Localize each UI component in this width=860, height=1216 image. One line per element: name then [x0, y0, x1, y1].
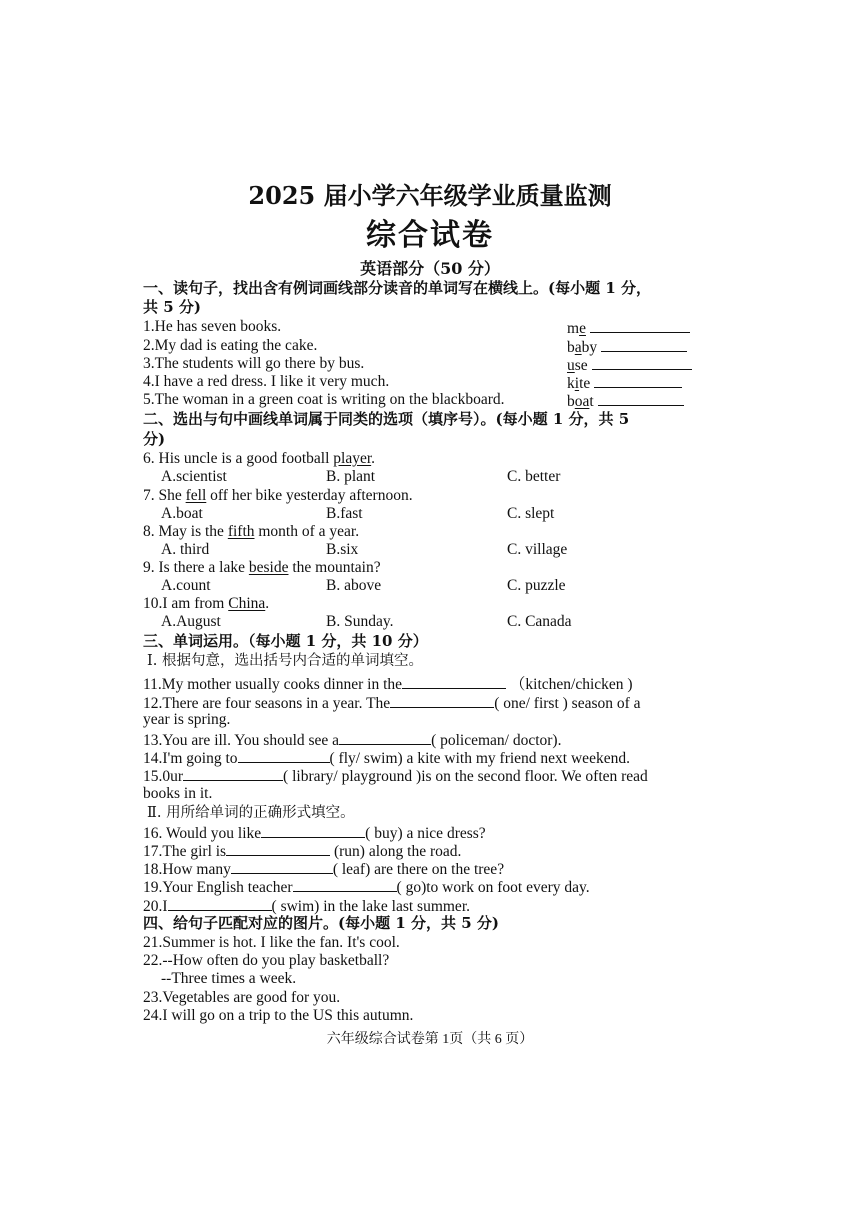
- q2-example-word: baby: [567, 337, 687, 357]
- q14-blank[interactable]: [238, 748, 330, 763]
- q3-example-word: use: [567, 355, 692, 375]
- q8-option-a[interactable]: A. third: [161, 541, 210, 558]
- q11: 11.My mother usually cooks dinner in the （kitchen/chicken ): [143, 676, 633, 693]
- q9-option-a[interactable]: A.count: [161, 577, 211, 594]
- q6-sentence: 6. His uncle is a good football player.: [143, 450, 376, 467]
- q3-answer-blank[interactable]: [592, 355, 692, 370]
- q3-sentence: 3.The students will go there by bus.: [143, 355, 365, 372]
- q23: 23.Vegetables are good for you.: [143, 989, 341, 1006]
- q9-sentence: 9. Is there a lake beside the mountain?: [143, 559, 381, 576]
- q9-option-b[interactable]: B. above: [326, 577, 382, 594]
- q14: 14.I'm going to ( fly/ swim) a kite with my friend next weekend.: [143, 750, 630, 767]
- q7-option-a[interactable]: A.boat: [161, 505, 203, 522]
- q22: 22.--How often do you play basketball?: [143, 952, 390, 969]
- q10-sentence: 10.I am from China.: [143, 595, 270, 612]
- q24: 24.I will go on a trip to the US this autumn.: [143, 1007, 414, 1024]
- q4-example-word: kite: [567, 373, 682, 393]
- q7-option-c[interactable]: C. slept: [507, 505, 555, 522]
- q5-sentence: 5.The woman in a green coat is writing on the blackboard.: [143, 391, 505, 408]
- q20-blank[interactable]: [168, 896, 272, 911]
- q17: 17.The girl is (run) along the road.: [143, 843, 462, 860]
- q2-sentence: 2.My dad is eating the cake.: [143, 337, 318, 354]
- q19-blank[interactable]: [293, 877, 397, 892]
- q15-blank[interactable]: [183, 766, 283, 781]
- q20: 20.I ( swim) in the lake last summer.: [143, 898, 470, 915]
- q8-sentence: 8. May is the fifth month of a year.: [143, 523, 360, 540]
- section1-heading-cont: 共 5 分): [143, 298, 201, 316]
- q11-blank[interactable]: [402, 674, 506, 689]
- section3-part2-instruction: Ⅱ. 用所给单词的正确形式填空。: [147, 805, 355, 821]
- q6-option-a[interactable]: A.scientist: [161, 468, 227, 485]
- q18: 18.How many ( leaf) are there on the tree?: [143, 861, 505, 878]
- q2-answer-blank[interactable]: [601, 337, 687, 352]
- q15-cont: books in it.: [143, 785, 213, 802]
- paper-title: 综合试卷: [366, 218, 494, 253]
- q17-blank[interactable]: [226, 841, 330, 856]
- q10-option-c[interactable]: C. Canada: [507, 613, 572, 630]
- english-part-title: 英语部分（50 分）: [360, 259, 500, 278]
- q8-option-b[interactable]: B.six: [326, 541, 359, 558]
- q12: 12.There are four seasons in a year. The ( one/ first ) season of a: [143, 695, 641, 712]
- q19: 19.Your English teacher ( go)to work on foot every day.: [143, 879, 590, 896]
- q15: 15.0ur ( library/ playground )is on the second floor. We often read: [143, 768, 648, 785]
- q10-option-a[interactable]: A.August: [161, 613, 221, 630]
- q6-option-c[interactable]: C. better: [507, 468, 561, 485]
- q18-blank[interactable]: [231, 859, 333, 874]
- q6-option-b[interactable]: B. plant: [326, 468, 376, 485]
- q1-answer-blank[interactable]: [590, 318, 690, 333]
- q16-blank[interactable]: [261, 823, 365, 838]
- q22-answer: --Three times a week.: [161, 970, 297, 987]
- q4-answer-blank[interactable]: [594, 373, 682, 388]
- q5-example-word: boat: [567, 391, 684, 411]
- q7-option-b[interactable]: B.fast: [326, 505, 363, 522]
- q13-blank[interactable]: [339, 730, 431, 745]
- section3-heading: 三、单词运用。（每小题 1 分，共 10 分）: [143, 632, 428, 650]
- q7-sentence: 7. She fell off her bike yesterday afternoon.: [143, 487, 413, 504]
- exam-title: 2025 届小学六年级学业质量监测: [248, 181, 612, 210]
- q12-blank[interactable]: [390, 693, 494, 708]
- q10-option-b[interactable]: B. Sunday.: [326, 613, 394, 630]
- q16: 16. Would you like ( buy) a nice dress?: [143, 825, 486, 842]
- q9-option-c[interactable]: C. puzzle: [507, 577, 566, 594]
- section3-part1-instruction: Ⅰ. 根据句意，选出括号内合适的单词填空。: [147, 653, 423, 669]
- q21: 21.Summer is hot. I like the fan. It's cool.: [143, 934, 400, 951]
- q8-option-c[interactable]: C. village: [507, 541, 568, 558]
- q4-sentence: 4.I have a red dress. I like it very much.: [143, 373, 390, 390]
- q1-sentence: 1.He has seven books.: [143, 318, 282, 335]
- section2-heading: 二、选出与句中画线单词属于同类的选项（填序号）。(每小题 1 分，共 5: [143, 410, 630, 428]
- q1-example-word: me: [567, 318, 690, 338]
- q5-answer-blank[interactable]: [598, 391, 684, 406]
- section4-heading: 四、给句子匹配对应的图片。(每小题 1 分，共 5 分): [143, 914, 499, 932]
- section2-heading-cont: 分): [143, 430, 166, 448]
- q13: 13.You are ill. You should see a ( policeman/ doctor).: [143, 732, 562, 749]
- page-footer: 六年级综合试卷第 1页（共 6 页）: [326, 1032, 534, 1047]
- q12-cont: year is spring.: [143, 711, 231, 728]
- section1-heading: 一、读句子，找出含有例词画线部分读音的单词写在横线上。(每小题 1 分，: [143, 279, 651, 297]
